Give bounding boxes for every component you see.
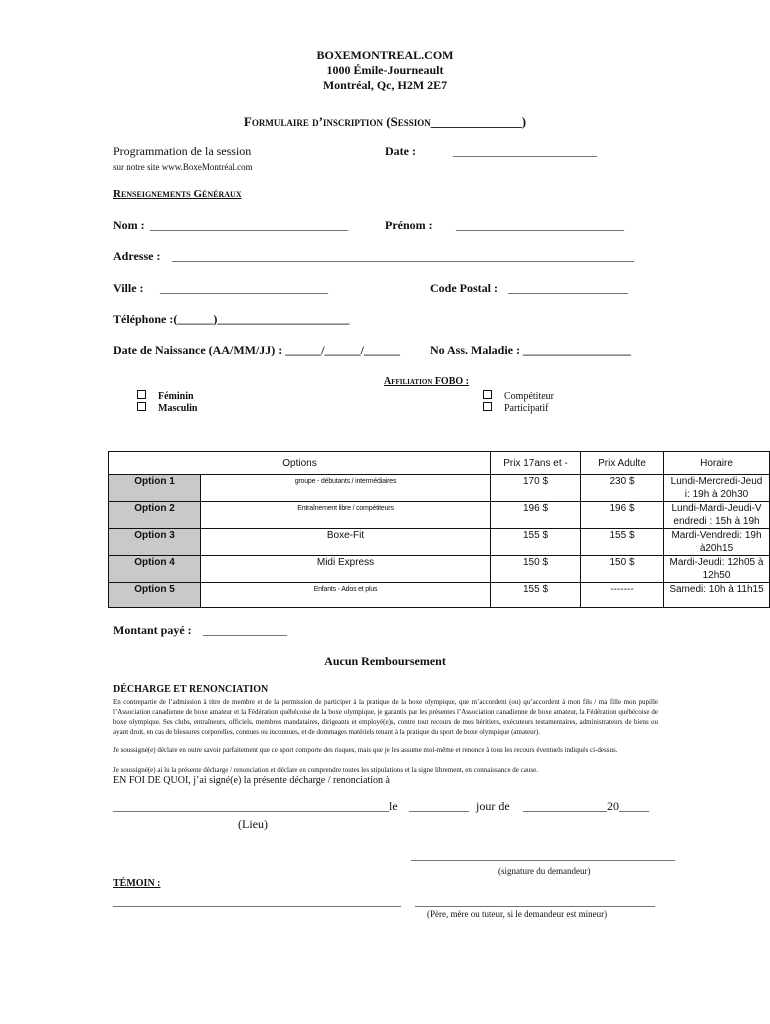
checkbox-icon [137,402,146,411]
price-adult: 155 $ [581,529,664,556]
schedule: Samedi: 10h à 11h15 [664,583,770,608]
decharge-heading: DÉCHARGE ET RENONCIATION [113,684,269,695]
option-desc: Boxe-Fit [201,529,491,556]
option-desc: Midi Express [201,556,491,583]
ville-label: Ville : [113,281,144,295]
checkbox-icon [483,390,492,399]
table-header-row [109,452,770,475]
price-junior: 196 $ [491,502,581,529]
site-name: BOXEMONTREAL.COM [316,48,454,62]
option-name: Option 1 [109,475,201,502]
program-note: sur notre site www.BoxeMontréal.com [113,162,253,172]
masculin-checkbox[interactable] [137,402,197,414]
price-adult: 196 $ [581,502,664,529]
temoin-field[interactable]: ________________________________________________ [113,894,401,908]
adresse-label: Adresse : [113,249,161,263]
code-postal-field[interactable]: ____________________ [508,281,628,295]
checkbox-icon [137,390,146,399]
parent-label: (Père, mère ou tuteur, si le demandeur est mineur) [427,909,608,919]
city-address: Montréal, Qc, H2M 2E7 [322,78,448,92]
no-refund: Aucun Remboursement [324,654,446,668]
prenom-label: Prénom : [385,218,433,232]
date-field[interactable]: ________________________ [453,144,597,158]
parent-signature-field[interactable]: ________________________________________ [415,894,655,908]
nom-field[interactable]: _________________________________ [150,218,348,232]
adresse-field[interactable]: _____________________________________________________________________________ [172,249,634,263]
price-junior: 150 $ [491,556,581,583]
option-name: Option 4 [109,556,201,583]
general-heading: Renseignements Généraux [113,188,242,200]
schedule: Lundi-Mardi-Jeudi-V endredi : 15h à 19h [664,502,770,529]
form-title: Formulaire d’inscription (Session______________) [243,114,527,129]
lieu-label: (Lieu) [238,817,268,831]
price-adult: ------- [581,583,664,608]
street-address: 1000 Émile-Journeault [326,63,444,77]
table-row [109,583,770,608]
demandeur-label: (signature du demandeur) [498,866,591,876]
table-row [109,475,770,502]
checkbox-icon [483,402,492,411]
price-adult: 150 $ [581,556,664,583]
header-options: Options [109,452,491,475]
decharge-paragraph-2: Je soussigné(e) déclare en outre savoir parfaitement que ce sport comporte des risques, mais que je les assume moi-même et renonce à tous les recours éventuels indiqués ci-dessus. [113,746,618,754]
price-junior: 155 $ [491,529,581,556]
schedule: Mardi-Jeudi: 12h05 à 12h50 [664,556,770,583]
temoin-label: TÉMOIN : [113,878,161,889]
participatif-checkbox[interactable] [483,402,548,414]
option-desc: Entraînement libre / compétiteurs [201,502,491,529]
maladie-field[interactable]: No Ass. Maladie : __________________ [430,343,631,357]
header-prix-junior: Prix 17ans et - [491,452,581,475]
code-postal-label: Code Postal : [430,281,498,295]
competiteur-checkbox[interactable] [483,390,554,402]
competiteur-label: Compétiteur [504,391,554,402]
header-prix-adulte: Prix Adulte [581,452,664,475]
date-label: Date : [385,144,416,158]
option-desc: Enfants - Ados et plus [201,583,491,608]
option-desc: groupe - débutants / intermédiaires [201,475,491,502]
option-name: Option 5 [109,583,201,608]
feminin-checkbox[interactable] [137,390,194,402]
feminin-label: Féminin [158,391,194,402]
decharge-paragraph-1: En contrepartie de l’admission à titre de membre et de la permission de participer à la pratique de la boxe olympique, que m’accordent (ou) qu’accordent à mon fils / ma fille mon pupille l’Association canadienne de boxe amateur et la Fédération québécoise de la boxe olympique, je garantis par les présentes l’Association canadienne de boxe amateur, la Fédération québécoise de boxe olympique. Ses clubs, entraîneurs, officiels, membres mandataires, dirigeants et employé(e)s, contre tout recours de mes héritiers, exécuteurs testamentaires, administrateurs de biens ou ayant droit, en cas de blessures corporelles, connues ou inconnues, et de dommages matériels tenant à la pratique du sport de boxe olympique (amateur). [113,698,658,736]
header-horaire: Horaire [664,452,770,475]
jour-field[interactable]: __________ [409,799,469,813]
mois-annee-field[interactable]: ______________20_____ [523,799,649,813]
affiliation-label: Affiliation FOBO : [384,376,469,387]
le-label: le [389,799,398,813]
schedule: Mardi-Vendredi: 19h à20h15 [664,529,770,556]
table-row [109,556,770,583]
schedule: Lundi-Mercredi-Jeud i: 19h à 20h30 [664,475,770,502]
jour-de-label: jour de [476,799,510,813]
price-adult: 230 $ [581,475,664,502]
price-junior: 155 $ [491,583,581,608]
foi-statement: EN FOI DE QUOI, j’ai signé(e) la présente décharge / renonciation à [113,775,390,786]
demandeur-signature-field[interactable]: ____________________________________________ [411,848,675,862]
decharge-paragraph-3: Je soussigné(e) ai lu la présente décharge / renonciation et déclare en comprendre toutes les stipulations et la signe librement, en connaissance de cause. [113,766,538,774]
prenom-field[interactable]: ____________________________ [456,218,624,232]
table-row [109,529,770,556]
option-name: Option 3 [109,529,201,556]
table-row [109,502,770,529]
masculin-label: Masculin [158,403,198,414]
options-table [108,451,770,608]
program-label: Programmation de la session [113,144,252,158]
option-name: Option 2 [109,502,201,529]
montant-label: Montant payé : [113,623,192,637]
montant-field[interactable]: ______________ [203,623,287,637]
ville-field[interactable]: ____________________________ [160,281,328,295]
nom-label: Nom : [113,218,145,232]
lieu-field[interactable]: ______________________________________________ [113,799,389,813]
naissance-field[interactable]: Date de Naissance (AA/MM/JJ) : ______/______/______ [113,343,400,357]
price-junior: 170 $ [491,475,581,502]
telephone-field[interactable]: Téléphone :(______)______________________ [113,312,350,326]
participatif-label: Participatif [504,403,549,414]
